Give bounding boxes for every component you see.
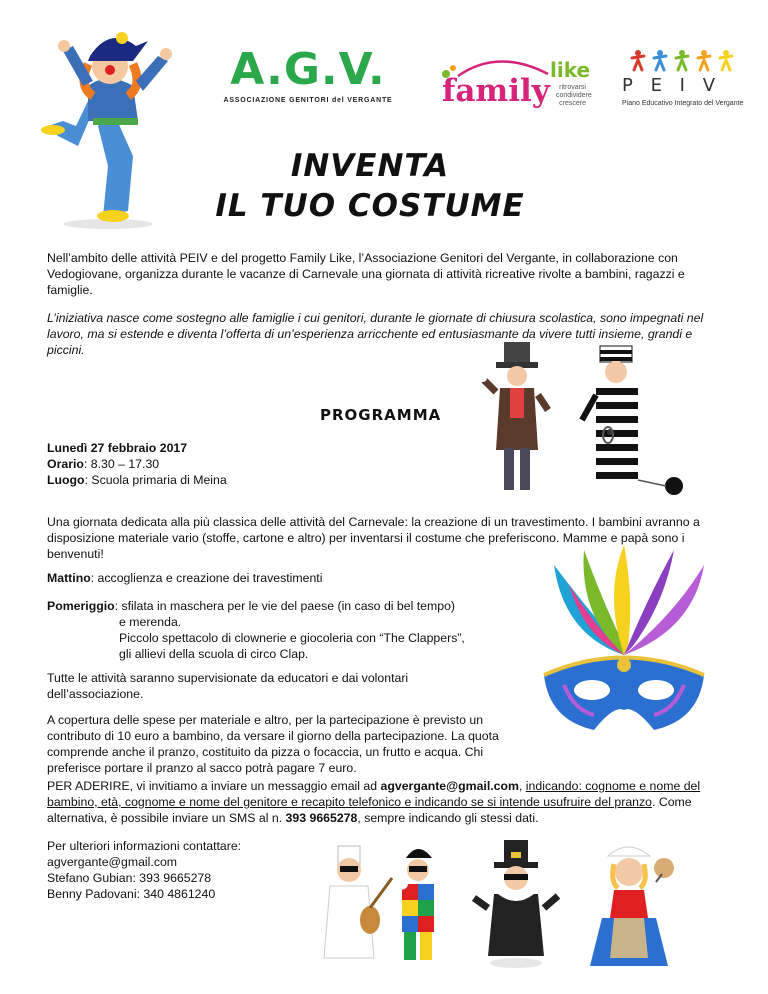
page-title — [180, 146, 560, 226]
adhesion-phone: 393 9665278 — [285, 811, 358, 825]
orario-value: : 8.30 – 17.30 — [83, 457, 160, 471]
kids-costume-illustration — [478, 340, 690, 500]
peiv-logo — [618, 48, 746, 114]
adhesion-text-4: , sempre indicando gli stessi dati. — [357, 811, 539, 825]
mattino-label: Mattino — [47, 571, 91, 585]
adhesion-text-3: . Come alternativa, è possibile inviare un SMS al n. — [47, 795, 692, 825]
adhesion-email-link[interactable]: agvergante@gmail.com — [380, 779, 519, 793]
mattino-line — [47, 570, 322, 586]
intro-paragraph: Nell’ambito delle attività PEIV e del progetto Family Like, l’Associazione Genitori del Vergante, in collaborazione con Vedogiovane, organizza durante le vacanze di Carnevale una giornata di attività ricreative rivolte a bambini, ragazzi e famiglie. — [47, 251, 685, 297]
programma-heading: PROGRAMMA — [320, 406, 442, 424]
pomeriggio-line-1 — [47, 598, 517, 614]
family-text: family — [442, 73, 550, 109]
like-text: like — [550, 58, 591, 82]
contacts-heading: Per ulteriori informazioni contattare: — [47, 839, 242, 853]
costs-paragraph: A copertura delle spese per materiale e altro, per la partecipazione è previsto un contributo di 10 euro a bambino, da versare il giorno della partecipazione. La quota comprende anche il pranzo, costituito da pizza o focaccia, un frutto e acqua. Chi preferisce portare il pranzo al sacco potrà pagare 7 euro. — [47, 713, 499, 775]
contact-stefano: Stefano Gubian: 393 9665278 — [47, 871, 212, 885]
peiv-subtitle: Piano Educativo Integrato del Vergante — [622, 100, 744, 107]
tagline-3: crescere — [559, 100, 586, 107]
pomeriggio-text-3: Piccolo spettacolo di clownerie e giocoleria con “The Clappers”, — [119, 631, 465, 645]
agv-logo — [218, 46, 398, 112]
luogo-value: : Scuola primaria di Meina — [84, 473, 227, 487]
adhesion-text-2: , — [518, 779, 526, 793]
peiv-text: P E I V — [622, 75, 722, 96]
contacts-block — [47, 838, 241, 902]
title-line-2: IL TUO COSTUME — [215, 188, 525, 224]
luogo-label: Luogo — [47, 473, 85, 487]
adhesion-text-1: PER ADERIRE, vi invitiamo a inviare un messaggio email ad — [47, 779, 381, 793]
pomeriggio-text-4: gli allievi della scuola di circo Clap. — [119, 647, 309, 661]
event-place — [47, 472, 227, 488]
title-line-1: INVENTA — [290, 148, 450, 184]
agv-logo-text: A.G.V. — [230, 44, 386, 95]
adhesion-paragraph — [47, 778, 727, 826]
event-date: Lunedì 27 febbraio 2017 — [47, 441, 188, 455]
tagline-1: ritrovarsi — [559, 84, 586, 91]
pomeriggio-label: Pomeriggio — [47, 599, 115, 613]
contacts-email[interactable]: agvergante@gmail.com — [47, 855, 178, 869]
agv-logo-subtitle: ASSOCIAZIONE GENITORI del VERGANTE — [223, 97, 393, 104]
peiv-figures-icon — [626, 48, 738, 72]
adhesion-underlined-text: indicando: cognome e nome del bambino, età, cognome e nome del genitore e recapito telefonico e indicando se si intende usufruire del pranzo — [47, 779, 701, 809]
supervision-paragraph: Tutte le attività saranno supervisionate da educatori e dai volontari dell’associazione. — [47, 671, 409, 701]
mattino-text: : accoglienza e creazione dei travestimenti — [90, 571, 323, 585]
carnival-mask-illustration — [524, 545, 724, 745]
event-time — [47, 456, 227, 472]
pomeriggio-block — [47, 598, 517, 662]
intro-italic-paragraph: L’iniziativa nasce come sostegno alle famiglie i cui genitori, durante le giornate di chiusura scolastica, sono impegnati nel lavoro, ma si estende e diventa l’offerta di un’esperienza arricchente ed entusiasmante da vivere tutti insieme, grandi e piccini. — [47, 311, 704, 357]
clown-illustration — [38, 26, 188, 231]
description-paragraph: Una giornata dedicata alla più classica delle attività del Carnevale: la creazione di un travestimento. I bambini avranno a disposizione materiale vario (stoffe, cartone e altro) per inventarsi il costume che preferiscono. Mamme e papà sono i benvenuti! — [47, 515, 700, 561]
carnival-characters-illustration — [318, 838, 720, 983]
tagline-2: condividere — [556, 92, 592, 99]
orario-label: Orario — [47, 457, 84, 471]
family-like-tagline — [556, 84, 592, 108]
family-like-logo — [438, 54, 592, 118]
contact-benny: Benny Padovani: 340 4861240 — [47, 887, 216, 901]
event-details — [47, 440, 227, 488]
pomeriggio-text-2: e merenda. — [119, 615, 182, 629]
pomeriggio-text-1: : sfilata in maschera per le vie del paese (in caso di bel tempo) — [114, 599, 456, 613]
